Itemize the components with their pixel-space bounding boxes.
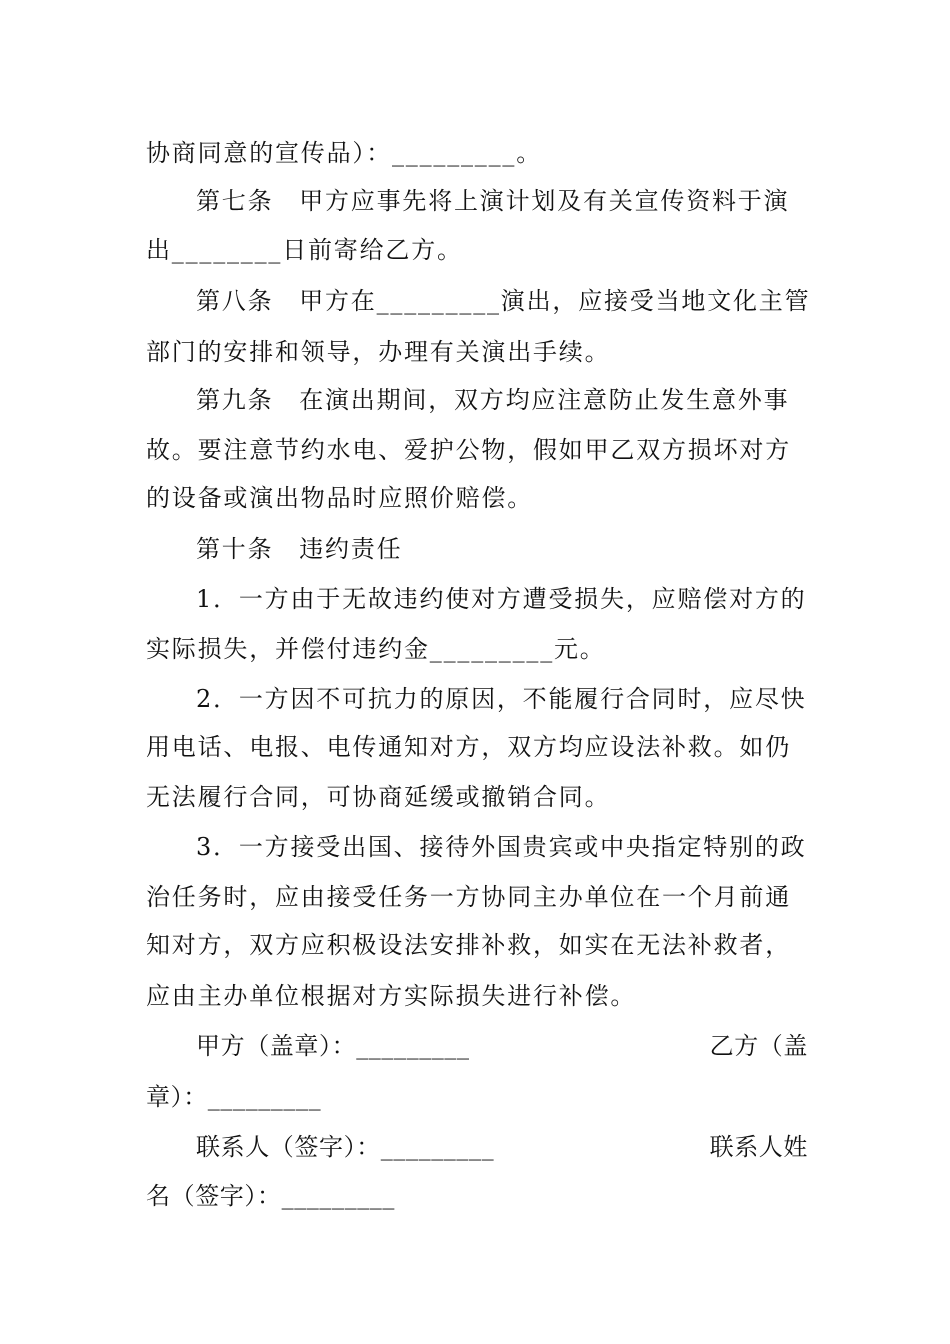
text-line: 出________日前寄给乙方。 <box>146 236 463 264</box>
text-line: 的设备或演出物品时应照价赔偿。 <box>146 484 533 512</box>
article-10-heading: 第十条 违约责任 <box>196 535 403 563</box>
text-line: 应由主办单位根据对方实际损失进行补偿。 <box>146 982 637 1010</box>
text-line: 知对方，双方应积极设法安排补救，如实在无法补救者， <box>146 931 791 959</box>
contact-row <box>196 1131 808 1163</box>
party-b-seal-continued: 章）：_________ <box>146 1083 322 1111</box>
party-a-contact-label: 联系人（签字）：_________ <box>196 1133 495 1161</box>
text-line: 无法履行合同，可协商延缓或撤销合同。 <box>146 783 611 811</box>
article-9-line: 第九条 在演出期间，双方均应注意防止发生意外事 <box>196 386 790 414</box>
party-b-seal-label: 乙方（盖 <box>709 1032 808 1060</box>
text-line: 用电话、电报、电传通知对方，双方均应设法补救。如仍 <box>146 733 791 761</box>
clause-1-line: 1．一方由于无故违约使对方遭受损失，应赔偿对方的 <box>196 585 807 613</box>
article-8-line: 第八条 甲方在_________演出，应接受当地文化主管 <box>196 287 811 315</box>
signature-row <box>196 1030 808 1062</box>
party-b-contact-continued: 名（签字）：_________ <box>146 1182 395 1210</box>
text-line: 实际损失，并偿付违约金_________元。 <box>146 635 606 663</box>
text-line: 协商同意的宣传品）：_________。 <box>146 139 542 167</box>
text-line: 治任务时，应由接受任务一方协同主办单位在一个月前通 <box>146 883 791 911</box>
party-b-contact-label: 联系人姓 <box>709 1133 808 1161</box>
text-line: 部门的安排和领导，办理有关演出手续。 <box>146 338 611 366</box>
party-a-seal-label: 甲方（盖章）：_________ <box>196 1032 470 1060</box>
clause-2-line: 2．一方因不可抗力的原因，不能履行合同时，应尽快 <box>196 685 807 713</box>
text-line: 故。要注意节约水电、爱护公物，假如甲乙双方损坏对方 <box>146 436 791 464</box>
clause-3-line: 3．一方接受出国、接待外国贵宾或中央指定特别的政 <box>196 833 807 861</box>
article-7-line: 第七条 甲方应事先将上演计划及有关宣传资料于演 <box>196 187 790 215</box>
